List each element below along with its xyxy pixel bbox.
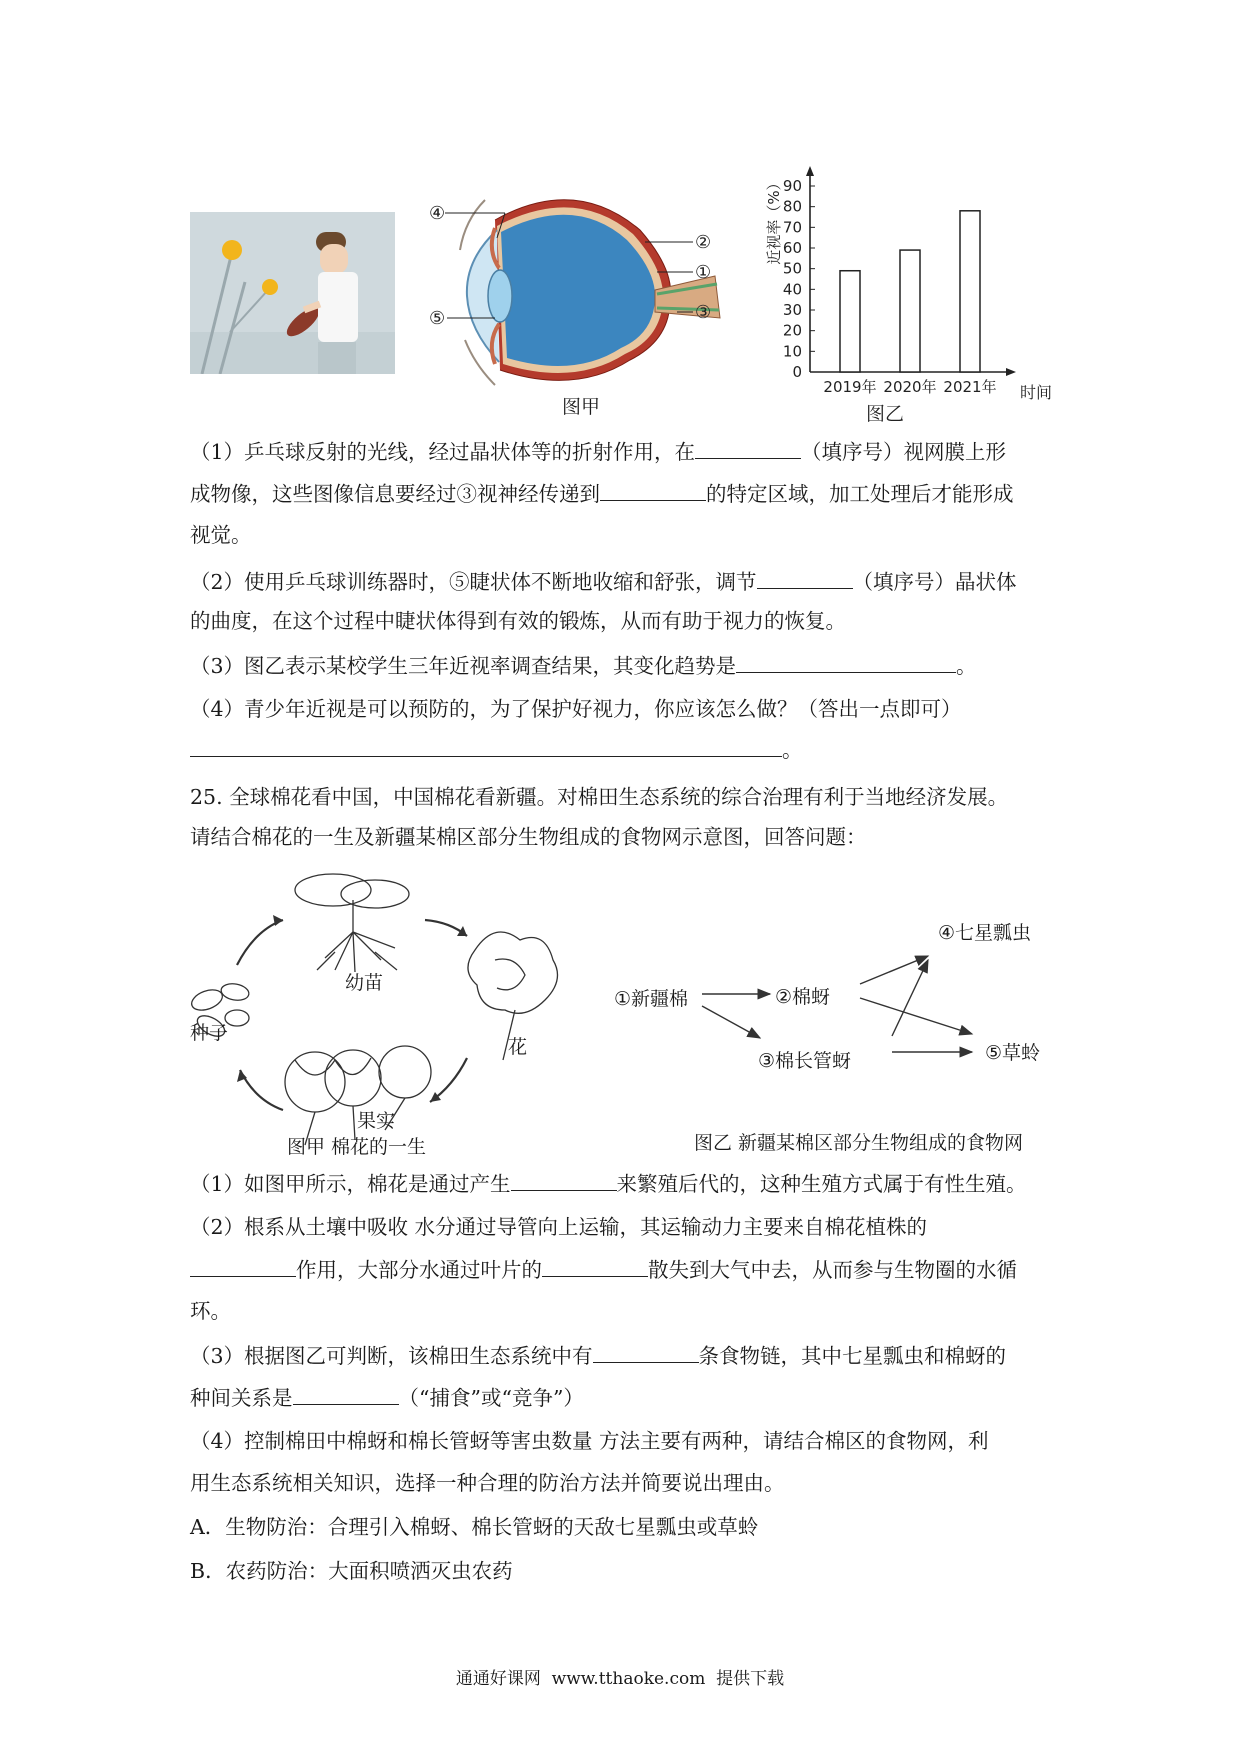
answer-blank[interactable] [190,1254,296,1277]
arrow-aphid-to-lacewing [860,998,972,1034]
q25-intro-2: 请结合棉花的一生及新疆某棉区部分生物组成的食物网示意图，回答问题： [190,825,867,849]
q24-part2-line2: 的曲度，在这个过程中睫状体得到有效的锻炼，从而有助于视力的恢复。 [190,609,846,633]
arrow-fruit-to-seed [240,1070,283,1110]
q24-part1-line2: 成物像，这些图像信息要经过③视神经传递到 的特定区域，加工处理后才能形成 [190,478,1014,509]
y-tick-label: 90 [782,177,802,195]
answer-blank[interactable] [593,1340,699,1363]
y-tick-label: 40 [782,280,802,299]
q24-part1-line3: 视觉。 [190,523,252,547]
seedling-drawing [295,874,409,972]
q24-part1-line1: （1）乒乓球反射的光线，经过晶状体等的折射作用，在 （填序号）视网膜上形 [190,436,1006,467]
y-axis-arrow [806,166,814,176]
y-tick-label: 60 [782,239,802,257]
q25-part2-line1: （2）根系从土壤中吸收 水分通过导管向上运输，其运输动力主要来自棉花植株的 [190,1215,928,1239]
arrow-longaphid-to-ladybug [892,960,928,1036]
page-footer: 通通好课网 www.tthaoke.com 提供下载 [455,1669,785,1689]
x-axis-arrow [1006,368,1016,376]
y-tick-label: 10 [782,342,802,361]
pingpong-trainer-photo [190,212,395,374]
y-tick-label: 20 [782,321,802,340]
q25-option-a: A．生物防治：合理引入棉蚜、棉长管蚜的天敌七星瓢虫或草蛉 [190,1515,759,1539]
cycle-label-fruit: 果实 [357,1110,396,1132]
bar [900,250,920,372]
bar [840,271,860,372]
x-tick-label: 2020年 [883,378,937,396]
eye-caption: 图甲 [562,396,601,418]
y-tick-label: 70 [782,218,802,237]
q25-intro-1: 25. 全球棉花看中国，中国棉花看新疆。对棉田生态系统的综合治理有利于当地经济发展。 [190,785,1009,809]
myopia-chart [755,150,1055,425]
y-tick-label: 0 [792,363,802,381]
cycle-label-flower: 花 [508,1036,528,1058]
q25-part2-line3: 环。 [190,1299,231,1323]
answer-blank[interactable] [695,436,801,459]
answer-blank[interactable] [542,1254,648,1277]
eye-label-1: ① [695,262,712,283]
food-web-node-1: ①新疆棉 [614,988,689,1010]
chart-caption: 图乙 [865,403,905,425]
q24-part3: （3）图乙表示某校学生三年近视率调查结果，其变化趋势是 。 [190,650,977,681]
x-axis-label: 时间 [1020,383,1053,402]
eye-label-3: ③ [695,302,712,323]
x-tick-label: 2021年 [943,378,997,396]
eye-label-2: ② [695,232,712,253]
q25-part2-line2: 作用，大部分水通过叶片的 散失到大气中去，从而参与生物圈的水循 [190,1254,1017,1285]
food-web-caption: 图乙 新疆某棉区部分生物组成的食物网 [694,1132,1024,1154]
y-tick-label: 80 [782,197,802,216]
food-web-node-2: ②棉蚜 [775,986,831,1008]
eye-label-4: ④ [429,203,446,224]
q25-part3-line2: 种间关系是 （“捕食”或“竞争”） [190,1382,584,1413]
q25-part1: （1）如图甲所示，棉花是通过产生 来繁殖后代的，这种生殖方式属于有性生殖。 [190,1168,1027,1199]
q24-part4: （4）青少年近视是可以预防的，为了保护好视力，你应该怎么做？（答出一点即可） [190,697,962,721]
y-tick-label: 30 [782,301,802,319]
answer-blank[interactable] [736,650,956,673]
y-axis-label: 近视率（%） [765,175,783,265]
answer-blank[interactable] [511,1168,617,1191]
q24-part4-answer: 。 [190,734,803,765]
cycle-label-seed: 种子 [190,1022,229,1044]
q25-part3-line1: （3）根据图乙可判断，该棉田生态系统中有 条食物链，其中七星瓢虫和棉蚜的 [190,1340,1006,1371]
cycle-label-seedling: 幼苗 [345,972,384,994]
y-tick-label: 50 [782,259,802,278]
arrow-cotton-to-longaphid [702,1006,760,1038]
answer-blank[interactable] [757,566,853,589]
q25-part4-line2: 用生态系统相关知识，选择一种合理的防治方法并简要说出理由。 [190,1471,785,1495]
cycle-caption: 图甲 棉花的一生 [287,1136,427,1158]
q24-part2-line1: （2）使用乒乓球训练器时，⑤睫状体不断地收缩和舒张，调节 （填序号）晶状体 [190,566,1017,597]
q25-part4-line1: （4）控制棉田中棉蚜和棉长管蚜等害虫数量 方法主要有两种，请结合棉区的食物网，利 [190,1429,989,1453]
food-web-node-3: ③棉长管蚜 [758,1050,852,1072]
arrow-seed-to-seedling [237,920,283,965]
food-web-node-5: ⑤草蛉 [985,1042,1041,1064]
arrow-aphid-to-ladybug [860,956,928,984]
eye-diagram [425,190,730,410]
answer-blank[interactable] [293,1382,399,1405]
answer-blank[interactable] [600,478,706,501]
q25-option-b: B．农药防治：大面积喷洒灭虫农药 [190,1559,513,1583]
bar [960,211,980,372]
eye-label-5: ⑤ [429,308,446,329]
food-web-node-4: ④七星瓢虫 [938,922,1032,944]
x-tick-label: 2019年 [823,378,877,396]
answer-blank[interactable] [190,734,782,757]
